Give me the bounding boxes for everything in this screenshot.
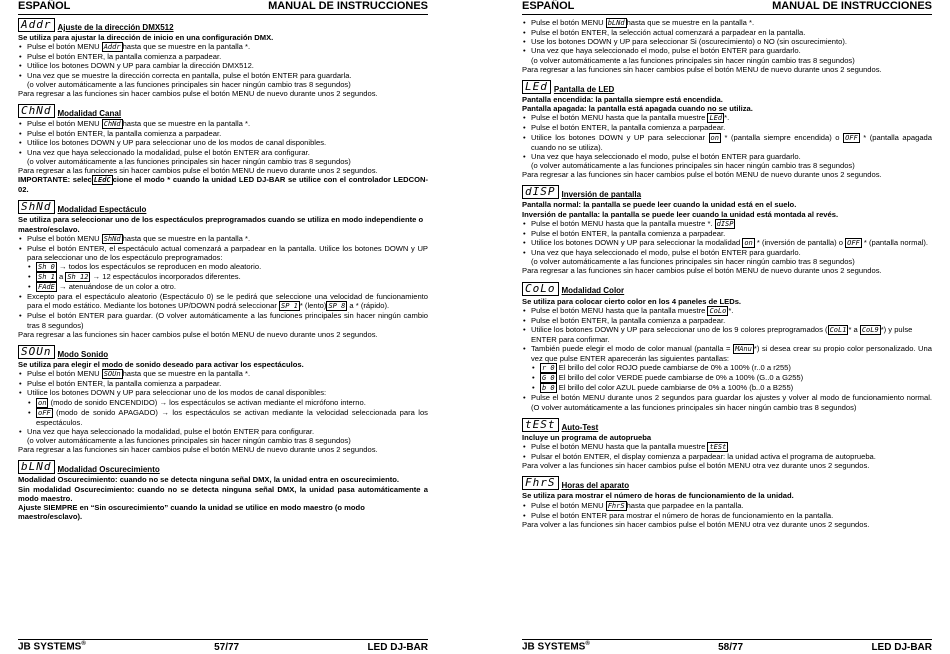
paragraph: Inversión de pantalla: la pantalla se puede leer cuando la unidad está montada al revés. [522,209,839,219]
list-item: • Pulse el botón MENU FhrS hasta que parpadee en la pantalla. [531,501,932,511]
list-item: • Pulse el botón MENU hasta que la pantalla muestre CoLo *. [531,306,932,316]
section-title: Inversión de pantalla [561,190,642,200]
lcd-display: Addr [18,18,55,32]
list-item: • Una vez que haya seleccionado la modalidad, pulse el botón ENTER ara configurar. (o volver automáticamente a las funciones principales sin hacer ningún cambio tras 8 segundos) [27,148,428,166]
list-item: • Pulse el botón ENTER, la pantalla comienza a parpadear. [27,52,428,61]
sub-list [18,398,428,427]
list-item: • Utilice los botones DOWN y UP para cambiar la dirección DMX512. [27,61,428,70]
lcd-display: tESt [522,418,559,432]
section-colo [522,282,932,412]
lcd-display: SOUn [103,370,121,379]
list-item: • Utilice los botones DOWN y UP para seleccionar la modalidad on * (inversión de pantalla) o OFF * (pantalla normal). [531,238,932,248]
section-addr [18,18,428,98]
section-title: Pantalla de LED [553,84,615,94]
bullet-list [18,234,428,262]
list-item: • Pulse el botón MENU bLNd hasta que se muestre en la pantalla *. [531,18,932,28]
footer-product: LED DJ-BAR [367,641,428,653]
lcd-display: LEd [709,114,723,123]
lcd-display: bLNd [18,460,55,474]
section-intro: Se utiliza para seleccionar uno de los espectáculos preprogramados cuando se utiliza en modo independiente o maestro/esclavo. [18,215,424,234]
bullet-list [522,306,932,364]
important-note: IMPORTANTE: selec LEdC cione el modo * cuando la unidad LED DJ-BAR se utilice con el controlador LEDCON-02. [18,175,428,195]
list-item: • Pulse el botón MENU SOUn hasta que se muestre en la pantalla *. [27,369,428,379]
bullet-list [522,393,932,411]
section-fhrs [522,476,932,529]
list-item: • Una vez que haya seleccionado el modo, pulse el botón ENTER para guardarlo. (o volver automáticamente a las funciones principales sin hacer ningún cambio tras 8 segundos) [531,248,932,266]
lcd-display: FAdE [38,283,55,292]
section-intro: Se utiliza para elegir el modo de sonido deseado para activar los espectáculos. [18,360,304,370]
lcd-display: on [38,398,47,407]
section-disp [522,185,932,275]
page-content [18,18,428,522]
footer-product: LED DJ-BAR [871,641,932,653]
lcd-display: SOUn [18,345,55,359]
list-item: • Pulse el botón ENTER para mostrar el número de horas de funcionamiento en la pantalla. [531,511,932,520]
bullet-list [18,119,428,166]
lcd-display: FhrS [607,501,625,510]
lcd-display: on [710,133,719,142]
lcd-display: FhrS [522,476,559,490]
return-note: Para regresar a las funciones sin hacer cambios pulse el botón MENU de nuevo durante unos 2 segundos. [18,329,378,339]
footer-brand: JB SYSTEMS® [18,641,86,653]
page-header [18,0,428,15]
list-item: • Pulse el botón ENTER, la pantalla comienza a parpadear. [531,316,932,325]
return-note: Para regresar a las funciones sin hacer cambios pulse el botón MENU de nuevo durante unos 2 segundos. [18,445,378,455]
paragraph: Pantalla apagada: la pantalla está apagada cuando no se utiliza. [522,104,753,114]
header-title: MANUAL DE INSTRUCCIONES [772,0,932,12]
list-item: • oFF (modo de sonido APAGADO) → los espectáculos se activan mediante la velocidad seleccionada para los espectáculos. [36,408,428,427]
bullet-list [18,42,428,89]
list-item: • Pulse el botón MENU hasta que la pantalla muestre LEd *. [531,113,932,123]
lcd-display: Sh 1 [38,273,55,282]
list-item: • Sh 0 → todos los espectáculos se reproducen en modo aleatorio. [36,262,428,272]
lcd-display: ChNd [103,120,121,129]
paragraph: Modalidad Oscurecimiento: cuando no se detecta ninguna señal DMX, la unidad entra en oscurecimiento. [18,475,400,485]
paragraph: Pantalla encendida: la pantalla siempre está encendida. [522,95,723,105]
lcd-display: Sh 0 [38,263,55,272]
list-item: • Pulse el botón ENTER, la pantalla comienza a parpadear. [531,123,932,132]
list-item: • Pulse el botón ENTER, la selección actual comenzará a parpadear en la pantalla. [531,28,932,37]
lcd-display: ShNd [103,234,121,243]
lcd-display: oFF [38,408,51,417]
lcd-display: Sh 12 [67,273,89,282]
bullet-list [522,18,932,65]
footer-brand: JB SYSTEMS® [522,641,590,653]
list-item: • Excepto para el espectáculo aleatorio (Espectáculo 0) se le pedirá que seleccione una velocidad de funcionamiento para el modo estático. Mediante los botones UP/DOWN podrá seleccionar SP 1 * (lento) SP 8 a * (rápido). [27,292,428,311]
return-note: Para regresar a las funciones sin hacer cambios pulse el botón MENU de nuevo durante unos 2 segundos. [522,64,882,74]
lcd-display: OFF [847,239,860,248]
list-item: • Pulse el botón MENU hasta que la pantalla muestre tESt [531,442,932,452]
lcd-display: SP 1 [280,302,298,311]
list-item: • Pulse el botón MENU hasta que la pantalla muestre *. dISP [531,219,932,229]
list-item: • Pulse el botón MENU durante unos 2 segundos para guardar los ajustes y volver al modo de funcionamiento normal. (O volver automáticamente a las funciones principales sin hacer ningún cambio tras 8 segundos) [531,393,932,411]
list-item: • Una vez que haya seleccionado el modo, pulse el botón ENTER para guardarlo. (o volver automáticamente a las funciones principales sin hacer ningún cambio tras 8 segundos) [531,46,932,64]
lcd-display: r 0 [542,364,555,373]
lcd-display: CoL9 [861,326,879,335]
list-item: • Pulse el botón ENTER, la pantalla comienza a parpadear. [27,379,428,388]
list-item: • Utilice los botones DOWN y UP para seleccionar on * (pantalla siempre encendida) o OFF * (pantalla apagada cuando no se utiliza). [531,133,932,152]
section-blnd-continued [522,18,932,74]
return-note: Para volver a las funciones sin hacer cambios pulse el botón MENU otra vez durante unos 2 segundos. [522,461,870,471]
page-right [522,0,932,654]
bullet-list [522,501,932,520]
list-item: • Sh 1 a Sh 12 → 12 espectáculos incorporados diferentes. [36,272,428,282]
list-item: • b 0 El brillo del color AZUL puede cambiarse de 0% a 100% (b..0 a B255) [540,383,932,393]
return-note: Para regresar a las funciones sin hacer cambios pulse el botón MENU de nuevo durante unos 2 segundos. [18,166,378,176]
lcd-display: ShNd [18,200,55,214]
section-title: Modalidad Color [561,286,625,296]
header-title: MANUAL DE INSTRUCCIONES [268,0,428,12]
lcd-display: OFF [845,133,858,142]
return-note: Para regresar a las funciones sin hacer cambios pulse el botón MENU de nuevo durante unos 2 segundos. [522,170,882,180]
section-title: Ajuste de la dirección DMX512 [57,22,174,32]
lcd-display: MAnu [735,345,752,354]
section-title: Horas del aparato [561,481,630,491]
lcd-display: dISP [522,185,559,199]
page-left [18,0,428,654]
return-note: Para regresar a las funciones sin hacer cambios pulse el botón MENU de nuevo durante unos 2 segundos. [522,266,882,276]
bullet-list [18,369,428,397]
lcd-display: CoL1 [829,326,847,335]
return-note: Para volver a las funciones sin hacer cambios pulse el botón MENU otra vez durante unos 2 segundos. [522,519,870,529]
section-soun [18,345,428,454]
list-item: • G 0 El brillo del color VERDE puede cambiarse de 0% a 100% (G..0 a G255) [540,373,932,383]
bullet-list [18,427,428,445]
page-content [522,18,932,529]
bullet-list [18,292,428,330]
page-number: 58/77 [718,641,744,653]
section-intro: Se utiliza para ajustar la dirección de inicio en una configuración DMX. [18,33,274,42]
section-title: Modalidad Oscurecimiento [57,465,160,475]
section-title: Modo Sonido [57,349,109,359]
lcd-display: SP 8 [328,302,346,311]
section-intro: Incluye un programa de autoprueba [522,432,652,442]
list-item: • Pulsar el botón ENTER, el display comienza a parpadear: la unidad activa el programa de autoprueba. [531,452,932,461]
page-number: 57/77 [214,641,240,653]
lcd-display: on [744,239,753,248]
bullet-list [522,113,932,170]
list-item: • r 0 El brillo del color ROJO puede cambiarse de 0% a 100% (r..0 a r255) [540,363,932,373]
section-test [522,418,932,471]
lcd-display: LEdC [93,176,111,185]
section-chnd [18,104,428,194]
list-item: • Pulse el botón ENTER, la pantalla comienza a parpadear. [531,229,932,238]
lcd-display: ChNd [18,104,55,118]
list-item: • También puede elegir el modo de color manual (pantalla = MAnu *) si desea crear su propio color personalizado. Una vez que pulse ENTER aparecerán las siguientes pantallas: [531,344,932,363]
list-item: • Pulse el botón ENTER, la pantalla comienza a parpadear. [27,129,428,138]
lcd-display: CoLo [522,282,559,296]
section-title: Modalidad Espectáculo [57,205,147,215]
header-language: ESPAÑOL [522,0,575,12]
list-item: • on (modo de sonido ENCENDIDO) → los espectáculos se activan mediante el micrófono interno. [36,398,428,408]
list-item: • FAdE → atenuándose de un color a otro. [36,282,428,292]
list-item: • Pulse el botón MENU ShNd hasta que se muestre en la pantalla *. [27,234,428,244]
paragraph: Sin modalidad Oscurecimiento: cuando no se detecta ninguna señal DMX, la unidad pasa automáticamente a modo maestro. [18,484,428,503]
paragraph: Ajuste SIEMPRE en “Sin oscurecimiento” cuando la unidad se utilice en modo maestro (o modo maestro/esclavo). [18,503,365,522]
lcd-display: b 0 [542,384,555,393]
section-led [522,80,932,179]
lcd-display: tESt [709,443,727,452]
section-title: Modalidad Canal [57,109,122,119]
section-intro: Se utiliza para colocar cierto color en los 4 paneles de LEDs. [522,296,742,306]
lcd-display: CoLo [709,306,727,315]
list-item: • Una vez que se muestre la dirección correcta en pantalla, pulse el botón ENTER para guardarla. (o volver automáticamente a las funciones principales sin hacer ningún cambio tras 8 segundos) [27,71,428,89]
bullet-list [522,219,932,267]
section-blnd [18,460,428,521]
list-item: • Pulse el botón ENTER, el espectáculo actual comenzará a parpadear en la pantalla. Utilice los botones DOWN y UP para seleccionar uno de los espectáculo preprogramados: [27,244,428,262]
section-title: Auto-Test [561,422,599,432]
list-item: • Utilice los botones DOWN y UP para seleccionar uno de los 9 colores preprogramados ( CoL1 * a CoL9 *) y pulse ENTER para confirmar. [531,325,932,344]
list-item: • Utilice los botones DOWN y UP para seleccionar uno de los modos de canal disponibles. [27,138,428,147]
page-footer [522,639,932,654]
lcd-display: dISP [716,219,734,228]
section-shnd [18,200,428,339]
list-item: • Use los botones DOWN y UP para seleccionar Si (oscurecimiento) o NO (sin oscurecimiento). [531,37,932,46]
sub-list [522,363,932,393]
page-footer [18,639,428,654]
list-item: • Pulse el botón MENU Addr hasta que se muestre en la pantalla *. [27,42,428,52]
return-note: Para regresar a las funciones sin hacer cambios pulse el botón MENU de nuevo durante unos 2 segundos. [18,89,378,99]
paragraph: Pantalla normal: la pantalla se puede leer cuando la unidad está en el suelo. [522,200,797,210]
list-item: • Pulse el botón MENU ChNd hasta que se muestre en la pantalla *. [27,119,428,129]
bullet-list [522,442,932,461]
lcd-display: Addr [103,43,121,52]
list-item: • Una vez que haya seleccionado el modo, pulse el botón ENTER para guardarlo. (o volver automáticamente a las funciones principales sin hacer ningún cambio tras 8 segundos) [531,152,932,170]
header-language: ESPAÑOL [18,0,71,12]
section-intro: Se utiliza para mostrar el número de horas de funcionamiento de la unidad. [522,491,794,501]
lcd-display: bLNd [607,19,625,27]
list-item: • Una vez que haya seleccionado la modalidad, pulse el botón ENTER para configurar. (o volver automáticamente a las funciones principales sin hacer ningún cambio tras 8 segundos) [27,427,428,445]
lcd-display: LEd [522,80,551,94]
page-header [522,0,932,15]
list-item: • Pulse el botón ENTER para guardar. (O volver automáticamente a las funciones principales sin hacer ningún cambio tras 8 segundos) [27,311,428,329]
lcd-display: G 0 [542,374,555,383]
sub-list [18,262,428,292]
list-item: • Utilice los botones DOWN y UP para seleccionar uno de los modos de canal disponibles: [27,388,428,397]
